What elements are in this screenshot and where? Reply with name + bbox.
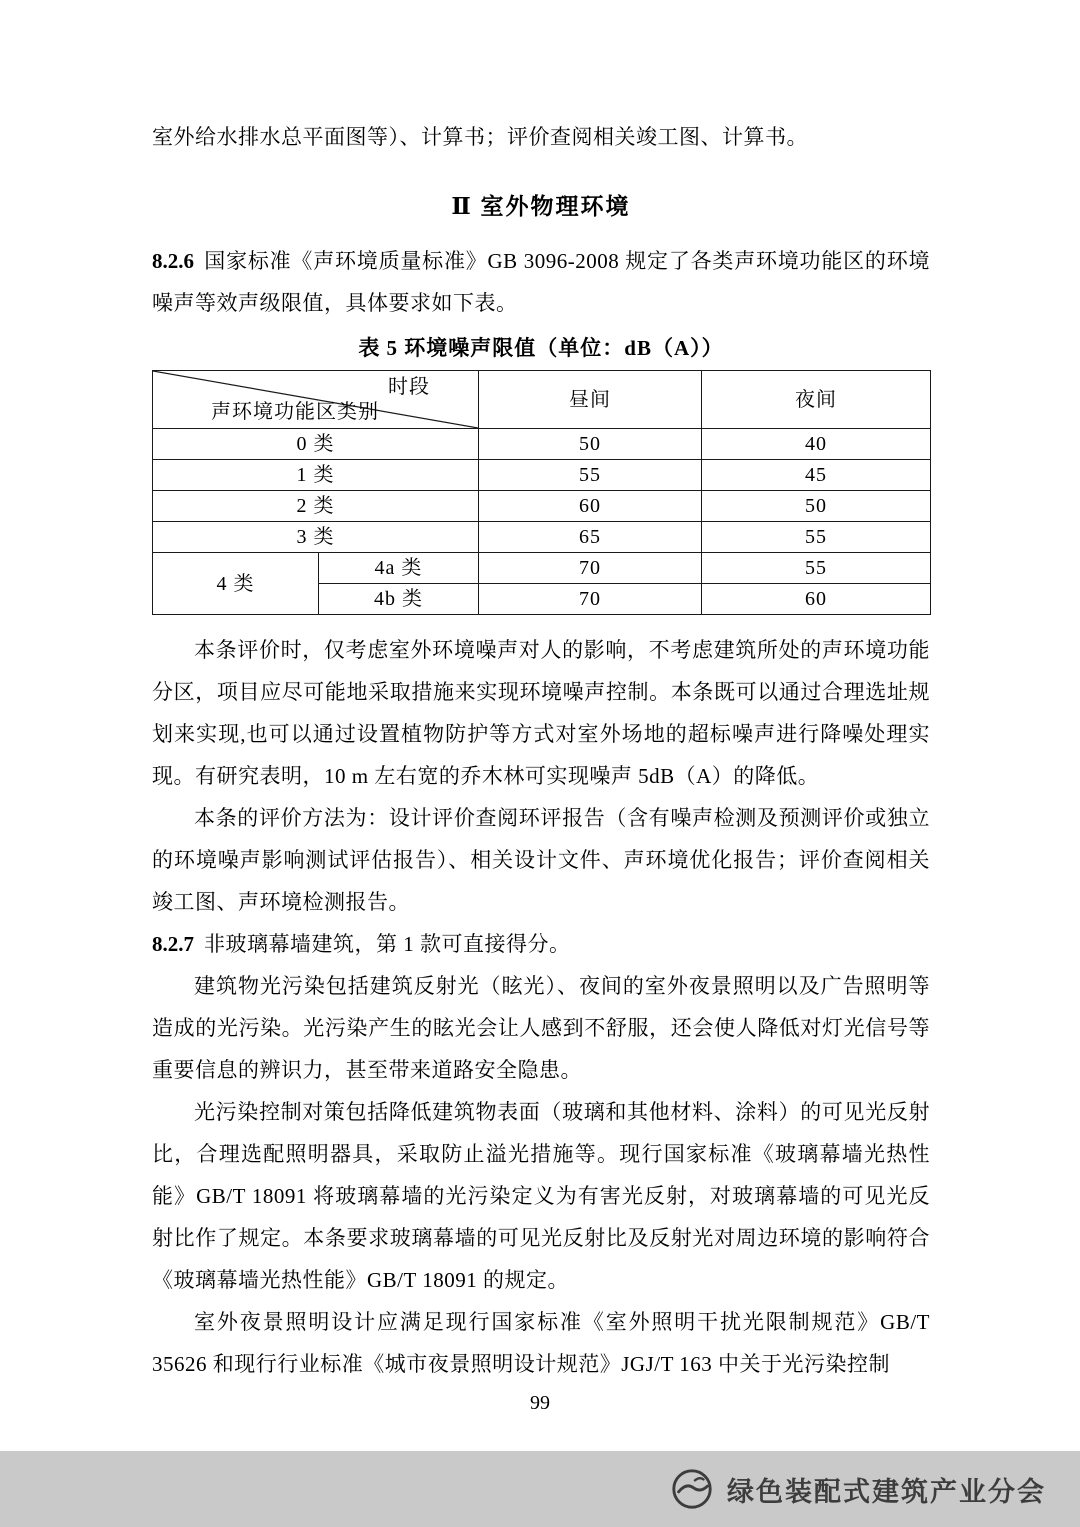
- section-heading: Ⅱ 室外物理环境: [451, 194, 631, 219]
- cell-night-value: 60: [702, 584, 931, 615]
- table-diagonal-header-cell: [153, 371, 479, 429]
- cell-day-value: 55: [479, 460, 702, 491]
- cell-subcategory: 4b 类: [319, 584, 479, 615]
- cell-night-value: 40: [702, 429, 931, 460]
- cell-category-group: 4 类: [153, 553, 319, 615]
- table-row: [153, 491, 931, 522]
- association-logo-icon: [669, 1466, 715, 1512]
- cell-day-value: 50: [479, 429, 702, 460]
- cell-category: 2 类: [153, 491, 479, 522]
- cell-category: 3 类: [153, 522, 479, 553]
- cell-night-value: 45: [702, 460, 931, 491]
- cell-day-value: 65: [479, 522, 702, 553]
- header-functional-zone-label: 声环境功能区类别: [211, 401, 379, 423]
- header-nighttime: 夜间: [702, 371, 931, 429]
- cell-day-value: 70: [479, 584, 702, 615]
- clause-8-2-6: [152, 240, 930, 324]
- cell-subcategory: 4a 类: [319, 553, 479, 584]
- cell-category: 1 类: [153, 460, 479, 491]
- header-daytime: 昼间: [479, 371, 702, 429]
- clause-8-2-7-text: 非玻璃幕墙建筑，第 1 款可直接得分。: [204, 932, 571, 956]
- table-row: [153, 522, 931, 553]
- table-caption: 表 5 环境噪声限值（单位：dB（A））: [358, 336, 724, 360]
- cell-category: 0 类: [153, 429, 479, 460]
- page-number: 99: [530, 1392, 550, 1414]
- noise-limit-table: [152, 370, 931, 615]
- cell-night-value: 55: [702, 522, 931, 553]
- body-paragraph: 本条评价时，仅考虑室外环境噪声对人的影响，不考虑建筑所处的声环境功能分区，项目应尽可能地采取措施来实现环境噪声控制。本条既可以通过合理选址规划来实现,也可以通过设置植物防护等方式对室外场地的超标噪声进行降噪处理实现。有研究表明，10 m 左右宽的乔木林可实现噪声 5dB（A）的降低。: [152, 638, 930, 788]
- cell-night-value: 55: [702, 553, 931, 584]
- paragraph-continuation: 室外给水排水总平面图等）、计算书；评价查阅相关竣工图、计算书。: [152, 125, 808, 149]
- body-paragraph: 光污染控制对策包括降低建筑物表面（玻璃和其他材料、涂料）的可见光反射比，合理选配照明器具，采取防止溢光措施等。现行国家标准《玻璃幕墙光热性能》GB/T 18091 将玻璃幕墙的光污染定义为有害光反射，对玻璃幕墙的可见光反射比作了规定。本条要求玻璃幕墙的可见光反射比及反射光对周边环境的影响符合《玻璃幕墙光热性能》GB/T 18091 的规定。: [152, 1100, 930, 1292]
- clause-8-2-6-text: 国家标准《声环境质量标准》GB 3096-2008 规定了各类声环境功能区的环境噪声等效声级限值，具体要求如下表。: [152, 249, 930, 315]
- body-paragraph: 室外夜景照明设计应满足现行国家标准《室外照明干扰光限制规范》GB/T 35626 和现行行业标准《城市夜景照明设计规范》JGJ/T 163 中关于光污染控制: [152, 1310, 930, 1376]
- body-paragraph: 建筑物光污染包括建筑反射光（眩光）、夜间的室外夜景照明以及广告照明等造成的光污染。光污染产生的眩光会让人感到不舒服，还会使人降低对灯光信号等重要信息的辨识力，甚至带来道路安全隐患。: [152, 974, 930, 1082]
- clause-8-2-7-number: 8.2.7: [152, 932, 194, 956]
- footer-watermark-strip: [0, 1451, 1080, 1527]
- clause-8-2-7: [152, 923, 930, 965]
- table-header-row: [153, 371, 931, 429]
- cell-night-value: 50: [702, 491, 931, 522]
- table-row: [153, 460, 931, 491]
- header-time-period-label: 时段: [388, 376, 430, 398]
- cell-day-value: 60: [479, 491, 702, 522]
- clause-8-2-6-number: 8.2.6: [152, 249, 194, 273]
- footer-watermark-text: 绿色装配式建筑产业分会: [727, 1476, 1046, 1507]
- table-row: [153, 429, 931, 460]
- table-row: [153, 553, 931, 584]
- body-paragraph: 本条的评价方法为：设计评价查阅环评报告（含有噪声检测及预测评价或独立的环境噪声影响测试评估报告）、相关设计文件、声环境优化报告；评价查阅相关竣工图、声环境检测报告。: [152, 806, 930, 914]
- cell-day-value: 70: [479, 553, 702, 584]
